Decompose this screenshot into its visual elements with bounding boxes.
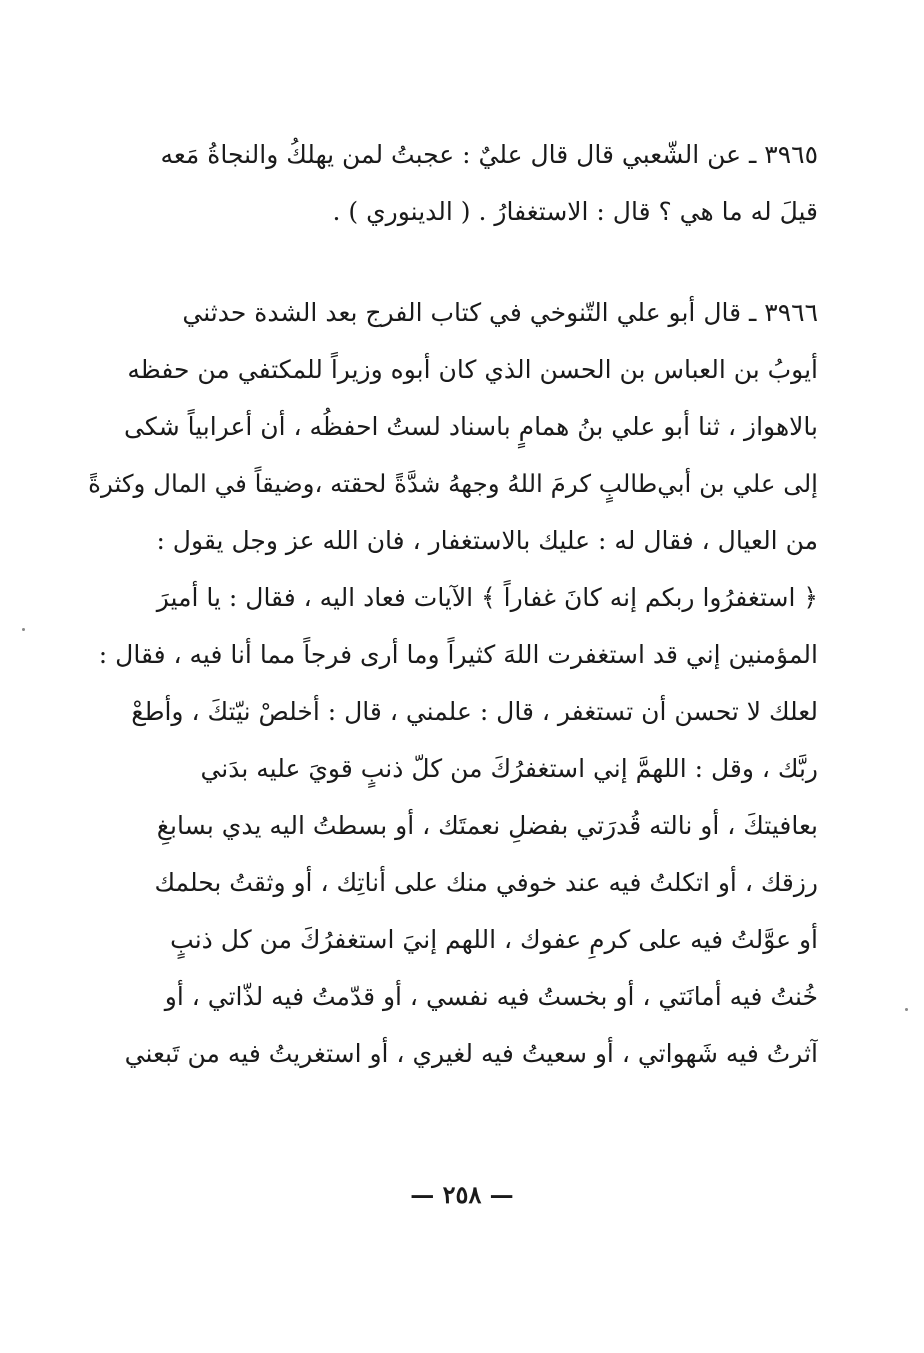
text-line: آثرتُ فيه شَهواتي ، أو سعيتُ فيه لغيري ، أو استغريتُ فيه من تَبعني: [124, 1039, 818, 1068]
scan-speck: [905, 1008, 908, 1011]
text-line: أو عوَّلتُ فيه على كرمِ عفوك ، اللهم إنيَ استغفرُكَ من كل ذنبٍ: [170, 925, 818, 954]
text-line: أيوبُ بن العباس بن الحسن الذي كان أبوه وزيراً للمكتفي من حفظه: [127, 355, 818, 384]
text-line: إلى علي بن أبي‌طالبٍ كرمَ اللهُ وجههُ شدَّةً لحقته ،وضيقاً في المال وكثرةً: [88, 469, 818, 498]
text-line: المؤمنين إني قد استغفرت اللهَ كثيراً وما أرى فرجاً مما أنا فيه ، فقال :: [98, 640, 818, 669]
paragraph-3966: [80, 284, 818, 1082]
paragraph-3965: [80, 126, 818, 240]
text-line: ٣٩٦٥ ـ عن الشّعبي قال قال عليٌ : عجبتُ لمن يهلكُ والنجاةُ مَعه: [160, 140, 818, 169]
text-line: ربَّك ، وقل : اللهمَّ إني استغفرُكَ من كلّ ذنبٍ قويَ عليه بدَني: [200, 754, 818, 783]
page-number: — ٢٥٨ —: [410, 1180, 514, 1209]
text-line: بعافيتكَ ، أو نالته قُدرَتي بفضلِ نعمتَك ، أو بسطتُ اليه يدي بسابغِ: [156, 811, 818, 840]
scan-speck: [22, 628, 25, 631]
text-line: خُنتُ فيه أمانَتي ، أو بخستُ فيه نفسي ، أو قدّمتُ فيه لذّاتي ، أو: [164, 982, 818, 1011]
text-line: ٣٩٦٦ ـ قال أبو علي التّنوخي في كتاب الفرج بعد الشدة حدثني: [182, 298, 818, 327]
text-line: رزقك ، أو اتكلتُ فيه عند خوفي منك على أناتِك ، أو وثقتُ بحلمك: [154, 868, 818, 897]
text-line: قيلَ له ما هي ؟ قال : الاستغفارُ . ( الدينوري ) .: [332, 197, 818, 226]
text-line: لعلك لا تحسن أن تستغفر ، قال : علمني ، قال : أخلصْ نيّتكَ ، وأطعْ: [131, 697, 818, 726]
text-line: ﴿ استغفرُوا ربكم إنه كانَ غفاراً ﴾ الآيات فعاد اليه ، فقال : يا أميرَ: [156, 583, 818, 612]
text-line: بالاهواز ، ثنا أبو علي بنُ همامٍ باسناد لستُ احفظُه ، أن أعرابياً شكى: [124, 412, 818, 441]
text-line: من العيال ، فقال له : عليك بالاستغفار ، فان الله عز وجل يقول :: [156, 526, 818, 555]
